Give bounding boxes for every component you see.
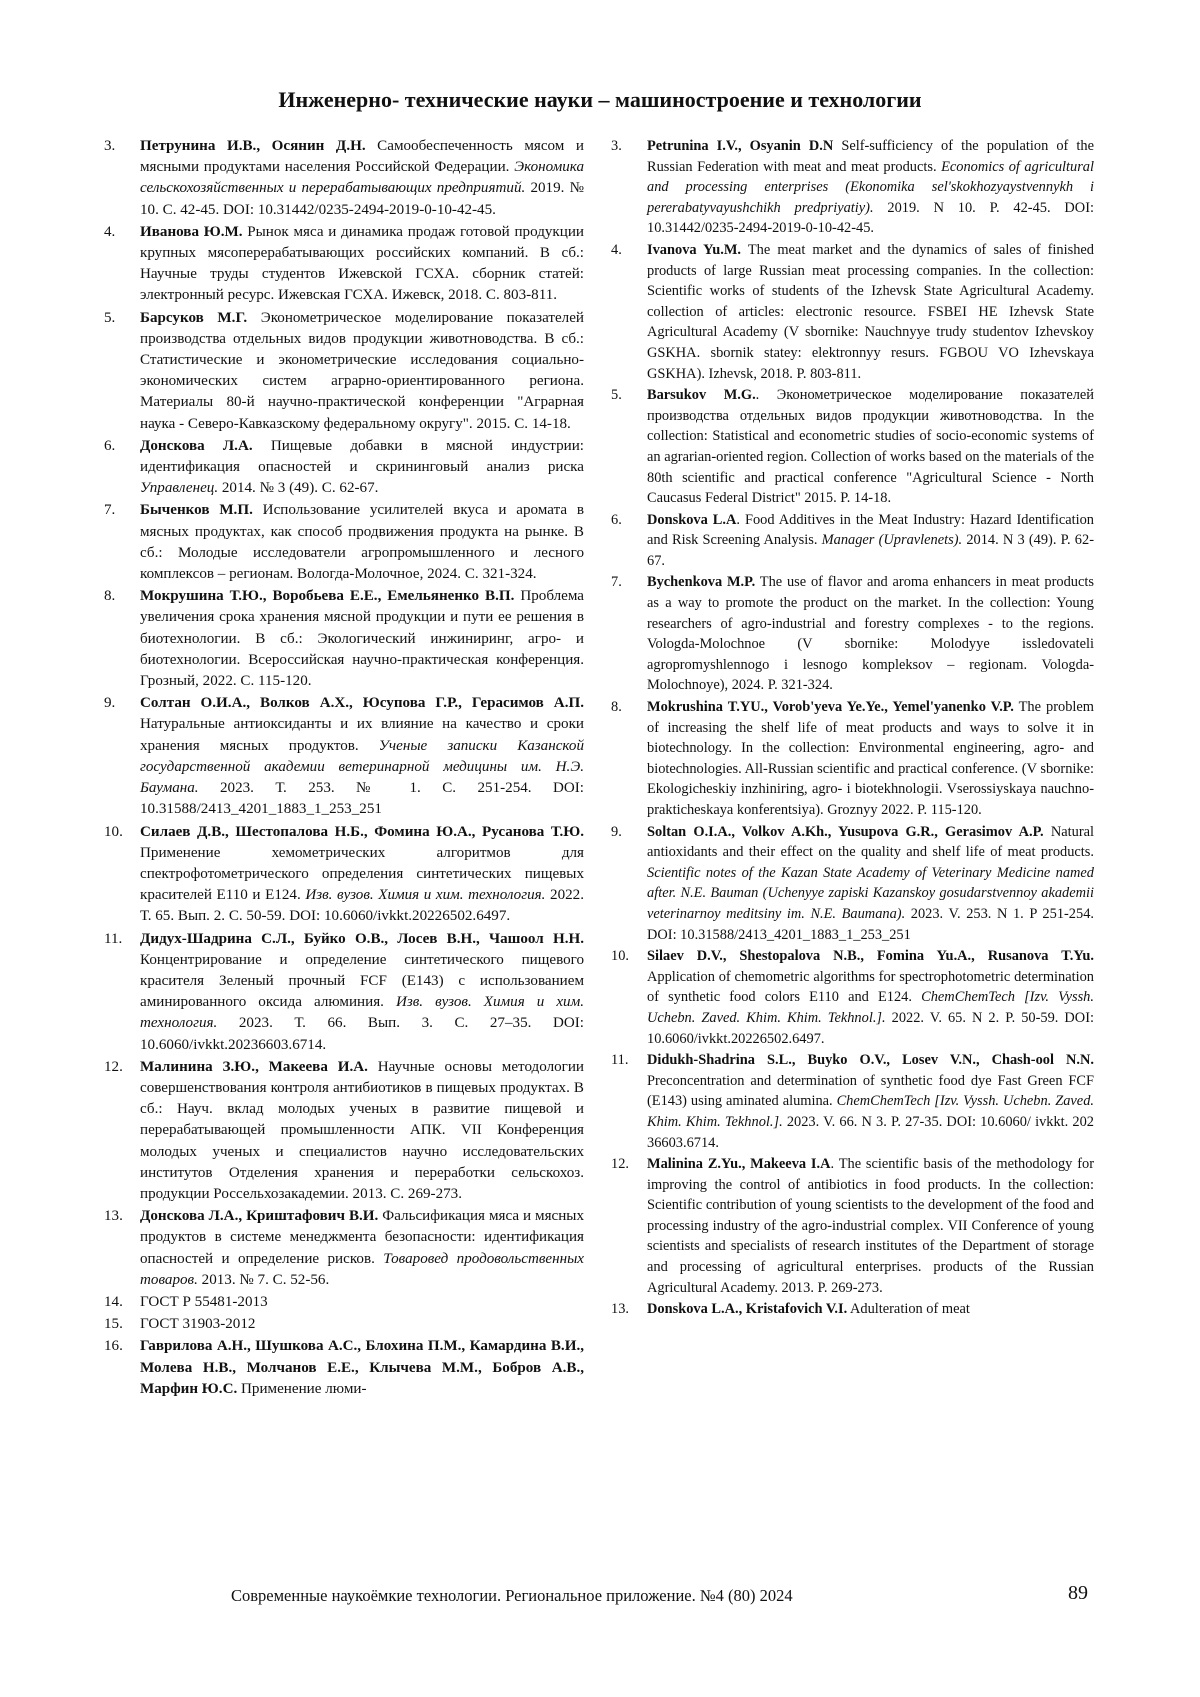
reference-authors: Донскова Л.А., Криштафович В.И. — [140, 1208, 379, 1225]
reference-authors: Silaev D.V., Shestopalova N.B., Fomina Yu.A., Rusanova T.Yu. — [647, 948, 1094, 965]
reference-number: 11. — [104, 930, 123, 947]
reference-details: 2023. Т. 66. Вып. 3. С. 27–35. DOI: 10.6060/ivkkt.20236603.6714. — [140, 1015, 584, 1053]
reference-item — [104, 222, 584, 307]
reference-number: 6. — [104, 437, 116, 454]
reference-source: Изв. вузов. Химия и хим. технология. — [140, 994, 584, 1032]
reference-text: Preconcentration and determination of synthetic food dye Fast Green FCF (E143) using aminated alumina. — [647, 1072, 1094, 1110]
reference-item — [104, 693, 584, 820]
reference-source: ChemChemTech [Izv. Vyssh. Uchebn. Zaved. Khim. Khim. Tekhnol.]. — [647, 989, 1094, 1026]
reference-text: The meat market and the dynamics of sales of finished products of large Russian meat processing companies. In the collection: Scientific works of students of the Izhevsk State Agricultural Academy. collection of articles: electronic resource. FSBEI HE Izhevsk State Agricultural Academy (V sbornike: Nauchnyye trudy studentov Izhevskoy GSKHA. sbornik statey: elektronnyy resurs. FGBOU VO Izhevskaya GSKHA). Izhevsk, 2018. P. 803-811. — [647, 241, 1094, 382]
references-english-column — [611, 136, 1094, 1321]
reference-item — [611, 697, 1094, 821]
reference-authors: Петрунина И.В., Осянин Д.Н. — [140, 138, 366, 154]
reference-authors: Барсуков М.Г. — [140, 309, 248, 326]
reference-authors: Малинина З.Ю., Макеева И.А. — [140, 1058, 368, 1075]
reference-number: 13. — [104, 1208, 123, 1225]
reference-number: 6. — [611, 511, 622, 528]
reference-item — [104, 436, 584, 500]
reference-details: 2019. № 10. С. 42-45. DOI: 10.31442/0235-2494-2019-0-10-42-45. — [140, 180, 584, 218]
page-header: Инженерно- технические науки – машиностроение и технологии — [278, 87, 922, 112]
reference-item — [611, 1050, 1094, 1153]
reference-text: Применение люми- — [237, 1380, 367, 1397]
reference-item — [611, 946, 1094, 1049]
reference-authors: Ivanova Yu.M. — [647, 241, 742, 258]
reference-item — [104, 1057, 584, 1205]
reference-details: 2022. Т. 65. Вып. 2. С. 50-59. DOI: 10.6060/ivkkt.20226502.6497. — [140, 887, 584, 925]
reference-number: 12. — [611, 1156, 629, 1173]
reference-text: ГОСТ 31903-2012 — [140, 1316, 256, 1333]
reference-authors: Гаврилова А.Н., Шушкова А.С., Блохина П.М., Камардина В.И., Молева Н.В., Молчанов Е.Е., Клычева М.М., Бобров А.В., Марфин Ю.С. — [140, 1338, 584, 1397]
reference-authors: Донскова Л.А. — [140, 437, 253, 454]
reference-item — [104, 136, 584, 221]
reference-number: 13. — [611, 1301, 629, 1318]
reference-item — [611, 1299, 1094, 1320]
reference-text: Эконометрическое моделирование показателей производства отдельных видов продукции животноводства. В сб.: Статистические и эконометрические исследования социально-экономических систем аграрно-ориентированного региона. Материалы 80-й научно-практической конференции "Аграрная наука - Северо-Кавказскому федеральному округу". 2015. С. 14-18. — [140, 309, 584, 432]
reference-text: The use of flavor and aroma enhancers in meat products as a way to promote the product on the market. In the collection: Young researchers of agro-industrial and forestry complexes - to the regions. Vologda-Molochnoe (V sbornike: Molodyye issledovateli agropromyshlennogo i lesnogo kompleksov – regionam. Vologda-Molochnoye), 2024. P. 321-324. — [647, 574, 1094, 694]
reference-item — [104, 500, 584, 585]
reference-number: 8. — [611, 699, 622, 716]
reference-item — [104, 1292, 584, 1313]
reference-number: 15. — [104, 1316, 123, 1333]
reference-authors: Soltan O.I.A., Volkov A.Kh., Yusupova G.R., Gerasimov A.P. — [647, 823, 1044, 840]
reference-number: 11. — [611, 1052, 629, 1069]
reference-item — [104, 586, 584, 692]
reference-details: 2023. V. 253. N 1. P 251-254. DOI: 10.31588/2413_4201_1883_1_253_251 — [647, 905, 1094, 943]
reference-authors: Мокрушина Т.Ю., Воробьева Е.Е., Емельяненко В.П. — [140, 588, 515, 605]
reference-item — [104, 822, 584, 928]
reference-source: Управленец. — [140, 480, 219, 497]
reference-item — [611, 385, 1094, 509]
reference-details: 2022. V. 65. N 2. P. 50-59. DOI: 10.6060/ivkkt.20226502.6497. — [647, 1009, 1094, 1047]
page-number: 89 — [1068, 1582, 1088, 1604]
reference-item — [104, 929, 584, 1056]
reference-details: 2023. V. 66. N 3. P. 27-35. DOI: 10.6060/ ivkkt. 202 36603.6714. — [647, 1113, 1094, 1151]
reference-text: ГОСТ Р 55481-2013 — [140, 1293, 268, 1310]
reference-authors: Bychenkova M.P. — [647, 574, 756, 591]
reference-source: Изв. вузов. Химия и хим. технология. — [305, 887, 546, 904]
reference-text: Концентрирование и определение синтетического пищевого красителя Зеленый прочный FCF (E143) с использованием аминированного оксида алюминия. — [140, 951, 584, 1011]
reference-authors: Petrunina I.V., Osyanin D.N — [647, 138, 834, 154]
reference-item — [611, 510, 1094, 572]
reference-authors: Иванова Ю.М. — [140, 223, 243, 240]
reference-text: Натуральные антиоксиданты и их влияние на качество и сроки хранения мясных продуктов. — [140, 716, 584, 754]
reference-details: 2014. № 3 (49). С. 62-67. — [218, 480, 379, 497]
reference-item — [104, 308, 584, 435]
reference-authors: Mokrushina T.YU., Vorob'yeva Ye.Ye., Yemel'yanenko V.P. — [647, 699, 1014, 716]
reference-text: The problem of increasing the shelf life of meat products and ways to solve it in biotechnology. In the collection: Environmental engineering, agro- and biotechnologies. All-Russian scientific and practical conference. (V sbornike: Ekologicheskiy inzhiniring, agro- i biotekhnologii. Vserossiyskaya nauchno-prakticheskaya konferentsiya). Groznyy 2022. P. 115-120. — [647, 699, 1094, 818]
reference-authors: Солтан О.И.А., Волков А.Х., Юсупова Г.Р., Герасимов А.П. — [140, 695, 584, 712]
reference-number: 7. — [104, 502, 116, 519]
reference-source: ChemChemTech [Izv. Vyssh. Uchebn. Zaved. Khim. Khim. Tekhnol.]. — [647, 1093, 1094, 1130]
reference-item — [611, 240, 1094, 384]
reference-item — [104, 1206, 584, 1291]
reference-text: Пищевые добавки в мясной индустрии: идентификация опасностей и скрининговый анализ риска — [140, 437, 584, 476]
reference-source: Economics of agricultural and processing enterprises (Ekonomika sel'skokhozyaystvennykh i pererabatyvayushchikh predpriyatiy). — [647, 158, 1094, 216]
reference-number: 9. — [104, 695, 116, 712]
reference-details: 2019. N 10. P. 42-45. DOI: 10.31442/0235-2494-2019-0-10-42-45. — [647, 199, 1094, 237]
reference-authors: Barsukov M.G. — [647, 387, 756, 404]
reference-details: 2023. Т. 253. № 1. С. 251-254. DOI: 10.31588/2413_4201_1883_1_253_251 — [140, 780, 584, 818]
reference-source: Экономика сельскохозяйственных и перерабатывающих предприятий. — [140, 159, 584, 197]
reference-source: Товаровед продовольственных товаров. — [140, 1250, 584, 1288]
references-russian-column — [104, 136, 584, 1401]
reference-details: 2013. № 7. С. 52-56. — [197, 1271, 330, 1288]
reference-text: Natural antioxidants and their effect on the quality and shelf life of meat products. — [647, 823, 1095, 861]
reference-number: 10. — [104, 823, 123, 840]
reference-source: Ученые записки Казанской государственной академии ветеринарной медицины им. Н.Э. Баумана. — [140, 737, 584, 797]
reference-text: Self-sufficiency of the population of the Russian Federation with meat and meat products. — [647, 138, 1094, 175]
reference-number: 10. — [611, 948, 629, 965]
reference-item — [611, 822, 1094, 946]
reference-number: 16. — [104, 1338, 123, 1355]
reference-number: 8. — [104, 588, 116, 605]
reference-item — [104, 1336, 584, 1400]
reference-text: . Эконометрическое моделирование показателей производства отдельных видов продукции животноводства. In the collection: Statistical and econometric studies of socio-economic systems of an agrarian-oriented region. Collection of works based on the materials of the 80th scientific and practical conference "Agricultural Science - North Caucasus Federal District" 2015. P. 14-18. — [647, 387, 1094, 507]
reference-text: . Food Additives in the Meat Industry: Hazard Identification and Risk Screening Analysis. — [647, 511, 1094, 549]
reference-item — [611, 1154, 1094, 1298]
reference-number: 9. — [611, 823, 622, 840]
reference-authors: Malinina Z.Yu., Makeeva I.A — [647, 1156, 831, 1173]
reference-text: Рынок мяса и динамика продаж готовой продукции крупных мясоперерабатывающих российских компаний. В сб.: Научные труды студентов Ижевской ГСХА. сборник статей: электронный ресурс. Ижевская ГСХА. Ижевск, 2018. С. 803-811. — [140, 223, 584, 304]
reference-number: 4. — [104, 223, 116, 240]
reference-authors: Didukh-Shadrina S.L., Buyko O.V., Losev V.N., Chash-ool N.N. — [647, 1052, 1094, 1069]
reference-text: Фальсификация мяса и мясных продуктов в системе менеджмента безопасности: идентификация опасностей и определение рисков. — [140, 1208, 584, 1267]
reference-authors: Силаев Д.В., Шестопалова Н.Б., Фомина Ю.А., Русанова Т.Ю. — [140, 823, 584, 840]
reference-details: 2014. N 3 (49). P. 62-67. — [647, 532, 1094, 569]
reference-number: 5. — [611, 387, 622, 404]
reference-item — [611, 572, 1094, 696]
journal-title: Современные наукоёмкие технологии. Региональное приложение. №4 (80) 2024 — [231, 1586, 793, 1605]
reference-text: Adulteration of meat — [847, 1301, 970, 1318]
reference-number: 7. — [611, 574, 622, 591]
reference-item — [104, 1314, 584, 1335]
reference-text: . The scientific basis of the methodology for improving the control of antibiotics in food products. In the collection: Scientific contribution of young scientists to the development of the food and processing industry of the agro-industrial complex. VII Conference of young scientists and specialists of research institutes of the Department of storage and processing of agricultural enterprises. products of the Russian Agricultural Academy. 2013. P. 269-273. — [647, 1156, 1094, 1296]
reference-authors: Donskova L.A — [647, 511, 737, 528]
reference-source: Manager (Upravlenets). — [821, 532, 963, 549]
reference-number: 14. — [104, 1293, 123, 1310]
reference-text: Application of chemometric algorithms for spectrophotometric determination of synthetic food colors E110 and E124. — [647, 968, 1094, 1006]
reference-number: 3. — [611, 138, 622, 154]
reference-text: Самообеспеченность мясом и мясными продуктами населения Российской Федерации. — [140, 138, 584, 176]
reference-number: 12. — [104, 1058, 123, 1075]
reference-text: Проблема увеличения срока хранения мясной продукции и пути ее решения в биотехнологии. В сб.: Экологический инжиниринг, агро- и биотехнологии. Всероссийская научно-практическая конференция. Грозный, 2022. С. 115-120. — [140, 588, 585, 690]
reference-number: 4. — [611, 241, 622, 258]
reference-text: Применение хемометрических алгоритмов для спектрофотометрического определения синтетических пищевых красителей Е110 и Е124. — [140, 844, 584, 904]
reference-authors: Дидух-Шадрина С.Л., Буйко О.В., Лосев В.Н., Чашоол Н.Н. — [140, 930, 584, 947]
reference-text: Научные основы методологии совершенствования контроля антибиотиков в пищевых продуктах. В сб.: Науч. вклад молодых ученых в развитие пищевой и перерабатывающей промышленности АПК. VII Конференция молодых ученых и специалистов научно исследовательских институтов Отделения хранения и переработки сельскохоз. продукции Россельхозакадемии. 2013. С. 269-273. — [140, 1058, 585, 1202]
reference-authors: Быченков М.П. — [140, 502, 253, 519]
reference-number: 3. — [104, 138, 116, 154]
reference-item — [611, 136, 1094, 239]
reference-source: Scientific notes of the Kazan State Academy of Veterinary Medicine named after. N.E. Bauman (Uchenyye zapiski Kazanskoy gosudarstvennoy akademii veterinarnoy meditsiny im. N.E. Baumana). — [647, 864, 1094, 922]
reference-number: 5. — [104, 309, 116, 326]
reference-authors: Donskova L.A., Kristafovich V.I. — [647, 1301, 848, 1318]
reference-text: Использование усилителей вкуса и аромата в мясных продуктах, как способ продвижения продукта на рынке. В сб.: Молодые исследователи агропромышленного и лесного комплексов – регионам. Вологда-Молочное, 2024. С. 321-324. — [140, 502, 584, 583]
